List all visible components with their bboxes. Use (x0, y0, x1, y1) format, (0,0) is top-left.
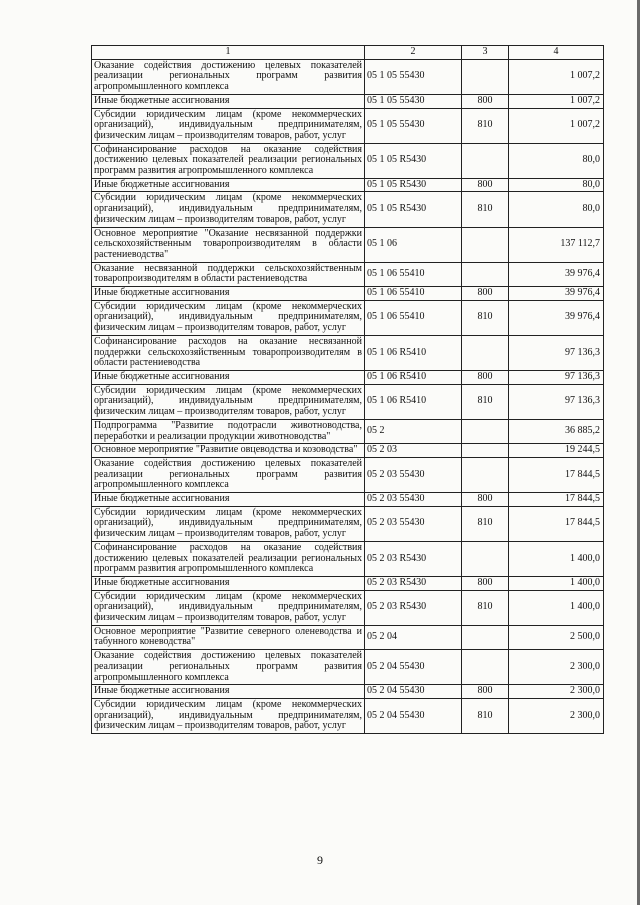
row-name-cell: Основное мероприятие "Развитие северного оленеводства и табунного коневодства" (92, 625, 365, 649)
table-row (92, 698, 604, 733)
row-kind-cell (462, 625, 509, 649)
row-name-cell: Субсидии юридическим лицам (кроме некоммерческих организаций), индивидуальным предпринимателям, физическим лицам – производителям товаров, работ, услуг (92, 698, 365, 733)
row-code-cell: 05 2 03 R5430 (365, 541, 462, 576)
row-sum-cell: 2 300,0 (509, 685, 604, 699)
column-number-3: 3 (462, 46, 509, 60)
row-sum-cell: 17 844,5 (509, 506, 604, 541)
row-sum-cell: 1 007,2 (509, 108, 604, 143)
table-row (92, 506, 604, 541)
row-sum-cell: 2 300,0 (509, 650, 604, 685)
page-number: 9 (317, 853, 323, 867)
table-row (92, 576, 604, 590)
row-kind-cell: 800 (462, 685, 509, 699)
row-name-cell: Оказание содействия достижению целевых показателей реализации региональных программ развития агропромышленного комплекса (92, 457, 365, 492)
column-number-1: 1 (92, 46, 365, 60)
row-code-cell: 05 1 05 55430 (365, 59, 462, 94)
row-kind-cell: 810 (462, 384, 509, 419)
table-row (92, 108, 604, 143)
row-sum-cell: 1 007,2 (509, 94, 604, 108)
row-name-cell: Софинансирование расходов на оказание содействия достижению целевых показателей реализации региональных программ развития агропромышленного комплекса (92, 541, 365, 576)
row-kind-cell (462, 143, 509, 178)
row-name-cell: Субсидии юридическим лицам (кроме некоммерческих организаций), индивидуальным предпринимателям, физическим лицам – производителям товаров, работ, услуг (92, 108, 365, 143)
budget-table-body (92, 46, 604, 734)
row-sum-cell: 19 244,5 (509, 444, 604, 458)
table-row (92, 227, 604, 262)
row-code-cell: 05 2 04 (365, 625, 462, 649)
row-sum-cell: 1 400,0 (509, 541, 604, 576)
table-row (92, 178, 604, 192)
row-code-cell: 05 1 05 R5430 (365, 143, 462, 178)
row-sum-cell: 39 976,4 (509, 262, 604, 286)
row-name-cell: Иные бюджетные ассигнования (92, 287, 365, 301)
row-code-cell: 05 1 06 55410 (365, 287, 462, 301)
row-kind-cell: 810 (462, 300, 509, 335)
row-kind-cell: 810 (462, 192, 509, 227)
row-kind-cell (462, 541, 509, 576)
row-kind-cell (462, 444, 509, 458)
row-code-cell: 05 1 06 (365, 227, 462, 262)
row-name-cell: Субсидии юридическим лицам (кроме некоммерческих организаций), индивидуальным предпринимателям, физическим лицам – производителям товаров, работ, услуг (92, 192, 365, 227)
row-name-cell: Подпрограмма "Развитие подотрасли животноводства, переработки и реализации продукции животноводства" (92, 419, 365, 443)
table-row (92, 650, 604, 685)
table-row (92, 300, 604, 335)
row-kind-cell (462, 650, 509, 685)
row-code-cell: 05 2 04 55430 (365, 698, 462, 733)
row-sum-cell: 39 976,4 (509, 300, 604, 335)
table-row (92, 444, 604, 458)
row-code-cell: 05 1 06 R5410 (365, 335, 462, 370)
column-number-row (92, 46, 604, 60)
row-name-cell: Иные бюджетные ассигнования (92, 685, 365, 699)
row-kind-cell (462, 457, 509, 492)
row-sum-cell: 2 300,0 (509, 698, 604, 733)
row-code-cell: 05 2 04 55430 (365, 685, 462, 699)
row-name-cell: Иные бюджетные ассигнования (92, 576, 365, 590)
row-code-cell: 05 1 06 R5410 (365, 370, 462, 384)
row-code-cell: 05 2 03 R5430 (365, 590, 462, 625)
table-row (92, 287, 604, 301)
row-name-cell: Субсидии юридическим лицам (кроме некоммерческих организаций), индивидуальным предпринимателям, физическим лицам – производителям товаров, работ, услуг (92, 590, 365, 625)
row-name-cell: Иные бюджетные ассигнования (92, 94, 365, 108)
row-kind-cell: 800 (462, 287, 509, 301)
row-sum-cell: 17 844,5 (509, 493, 604, 507)
row-name-cell: Иные бюджетные ассигнования (92, 493, 365, 507)
row-sum-cell: 97 136,3 (509, 335, 604, 370)
row-name-cell: Оказание содействия достижению целевых показателей реализации региональных программ развития агропромышленного комплекса (92, 59, 365, 94)
row-kind-cell (462, 227, 509, 262)
row-name-cell: Субсидии юридическим лицам (кроме некоммерческих организаций), индивидуальным предпринимателям, физическим лицам – производителям товаров, работ, услуг (92, 300, 365, 335)
row-kind-cell: 810 (462, 108, 509, 143)
column-number-4: 4 (509, 46, 604, 60)
row-code-cell: 05 2 03 (365, 444, 462, 458)
row-code-cell: 05 2 (365, 419, 462, 443)
table-row (92, 419, 604, 443)
row-code-cell: 05 2 04 55430 (365, 650, 462, 685)
row-sum-cell: 1 400,0 (509, 576, 604, 590)
row-sum-cell: 80,0 (509, 192, 604, 227)
row-code-cell: 05 1 05 55430 (365, 94, 462, 108)
row-kind-cell: 810 (462, 698, 509, 733)
row-kind-cell: 800 (462, 370, 509, 384)
row-name-cell: Основное мероприятие "Развитие овцеводства и козоводства" (92, 444, 365, 458)
table-row (92, 370, 604, 384)
row-sum-cell: 36 885,2 (509, 419, 604, 443)
row-kind-cell: 810 (462, 506, 509, 541)
row-name-cell: Иные бюджетные ассигнования (92, 178, 365, 192)
row-code-cell: 05 2 03 55430 (365, 493, 462, 507)
table-row (92, 625, 604, 649)
row-kind-cell: 800 (462, 576, 509, 590)
table-row (92, 335, 604, 370)
row-sum-cell: 1 400,0 (509, 590, 604, 625)
document-page (91, 45, 603, 734)
row-code-cell: 05 1 06 R5410 (365, 384, 462, 419)
table-row (92, 192, 604, 227)
row-sum-cell: 97 136,3 (509, 370, 604, 384)
row-sum-cell: 1 007,2 (509, 59, 604, 94)
table-row (92, 685, 604, 699)
row-name-cell: Софинансирование расходов на оказание содействия достижению целевых показателей реализации региональных программ развития агропромышленного комплекса (92, 143, 365, 178)
row-kind-cell (462, 335, 509, 370)
table-row (92, 384, 604, 419)
row-code-cell: 05 1 06 55410 (365, 300, 462, 335)
row-kind-cell: 810 (462, 590, 509, 625)
row-sum-cell: 2 500,0 (509, 625, 604, 649)
row-name-cell: Субсидии юридическим лицам (кроме некоммерческих организаций), индивидуальным предпринимателям, физическим лицам – производителям товаров, работ, услуг (92, 506, 365, 541)
row-name-cell: Оказание содействия достижению целевых показателей реализации региональных программ развития агропромышленного комплекса (92, 650, 365, 685)
table-row (92, 493, 604, 507)
row-sum-cell: 39 976,4 (509, 287, 604, 301)
row-sum-cell: 80,0 (509, 178, 604, 192)
row-kind-cell (462, 419, 509, 443)
row-name-cell: Субсидии юридическим лицам (кроме некоммерческих организаций), индивидуальным предпринимателям, физическим лицам – производителям товаров, работ, услуг (92, 384, 365, 419)
row-code-cell: 05 2 03 55430 (365, 506, 462, 541)
row-sum-cell: 137 112,7 (509, 227, 604, 262)
row-code-cell: 05 2 03 R5430 (365, 576, 462, 590)
row-code-cell: 05 1 06 55410 (365, 262, 462, 286)
row-kind-cell: 800 (462, 493, 509, 507)
table-row (92, 59, 604, 94)
row-sum-cell: 17 844,5 (509, 457, 604, 492)
row-kind-cell (462, 59, 509, 94)
row-kind-cell: 800 (462, 178, 509, 192)
row-name-cell: Оказание несвязанной поддержки сельскохозяйственным товаропроизводителям в области растениеводства (92, 262, 365, 286)
row-code-cell: 05 1 05 55430 (365, 108, 462, 143)
table-row (92, 541, 604, 576)
row-code-cell: 05 1 05 R5430 (365, 178, 462, 192)
column-number-2: 2 (365, 46, 462, 60)
table-row (92, 590, 604, 625)
row-name-cell: Софинансирование расходов на оказание несвязанной поддержки сельскохозяйственным товаропроизводителям в области растениеводства (92, 335, 365, 370)
row-code-cell: 05 2 03 55430 (365, 457, 462, 492)
row-name-cell: Основное мероприятие "Оказание несвязанной поддержки сельскохозяйственным товаропроизводителям в области растениеводства" (92, 227, 365, 262)
row-sum-cell: 80,0 (509, 143, 604, 178)
row-kind-cell: 800 (462, 94, 509, 108)
table-row (92, 143, 604, 178)
table-row (92, 94, 604, 108)
table-row (92, 262, 604, 286)
row-sum-cell: 97 136,3 (509, 384, 604, 419)
table-row (92, 457, 604, 492)
row-name-cell: Иные бюджетные ассигнования (92, 370, 365, 384)
row-code-cell: 05 1 05 R5430 (365, 192, 462, 227)
budget-table (91, 45, 604, 734)
row-kind-cell (462, 262, 509, 286)
